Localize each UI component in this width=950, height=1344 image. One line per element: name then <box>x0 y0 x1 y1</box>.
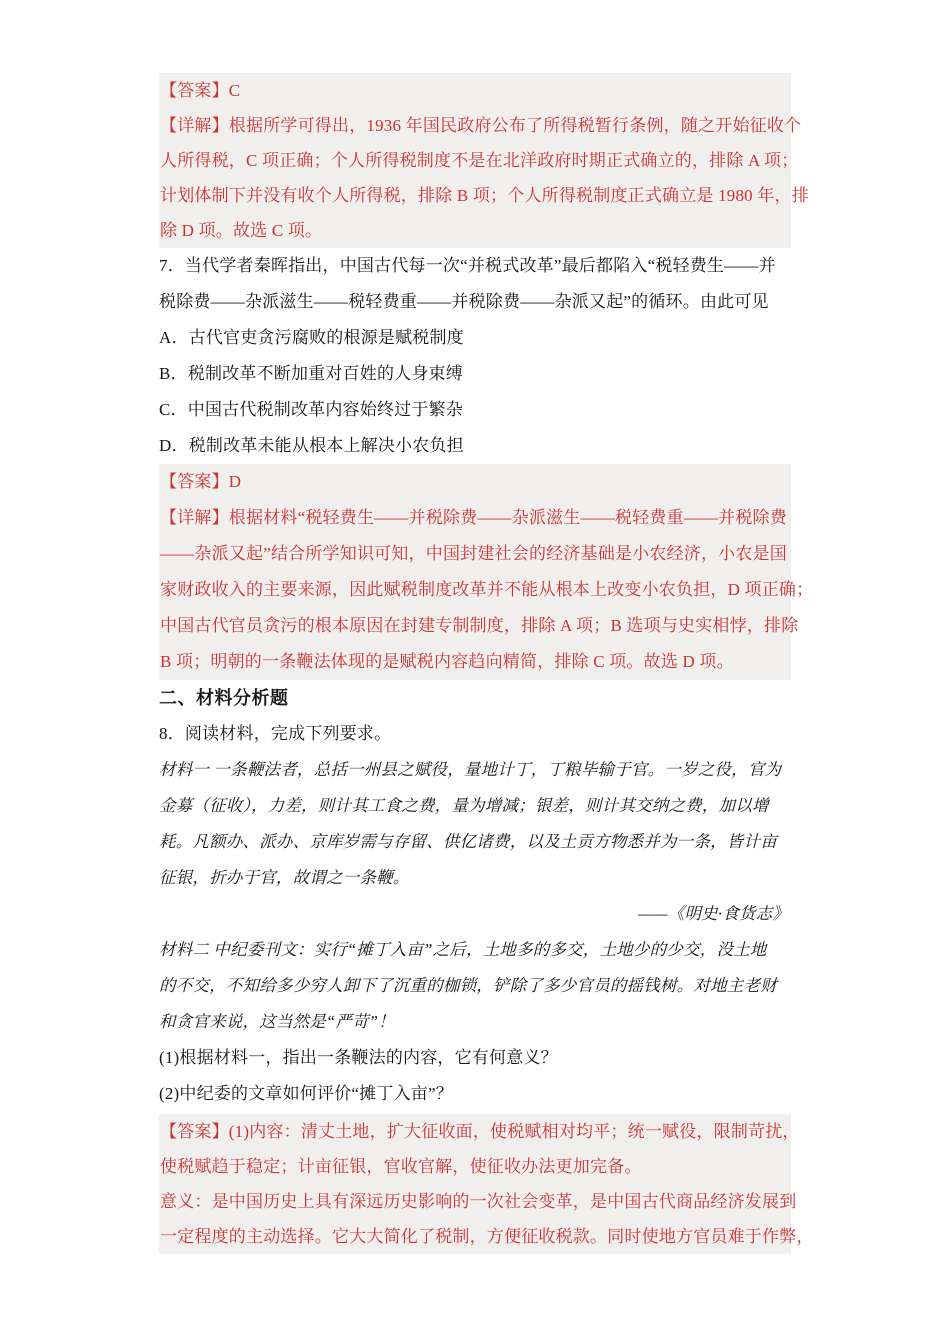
material-1-line: 金募（征收），力差，则计其工食之费，量为增减；银差，则计其交纳之费，加以增 <box>159 796 769 815</box>
explanation-line: 【详解】根据所学可得出，1936 年国民政府公布了所得税暂行条例，随之开始征收个 <box>160 116 802 135</box>
question-8 <box>159 716 791 1112</box>
option-b: B．税制改革不断加重对百姓的人身束缚 <box>159 364 463 383</box>
sub-question-1: (1)根据材料一，指出一条鞭法的内容，它有何意义？ <box>159 1048 558 1067</box>
sub-question-2: (2)中纪委的文章如何评价“摊丁入亩”？ <box>159 1084 453 1103</box>
material-1-line: 征银，折办于官，故谓之一条鞭。 <box>159 868 410 887</box>
explanation-line: ——杂派又起”结合所学知识可知，中国封建社会的经济基础是小农经济，小农是国 <box>160 544 787 563</box>
answer-block-q8 <box>159 1114 814 1254</box>
explanation-line: B 项；明朝的一条鞭法体现的是赋税内容趋向精简，排除 C 项。故选 D 项。 <box>160 652 734 671</box>
explanation-line: 家财政收入的主要来源，因此赋税制度改革并不能从根本上改变小农负担，D 项正确； <box>160 580 814 599</box>
answer-content-line: 一定程度的主动选择。它大大简化了税制，方便征收税款。同时使地方官员难于作弊， <box>160 1227 814 1246</box>
section-header-material-analysis: 二、材料分析题 <box>159 688 289 708</box>
material-1-line: 材料一 一条鞭法者，总括一州县之赋役，量地计丁，丁粮毕输于官。一岁之役，官为 <box>159 760 782 779</box>
question-7 <box>159 248 791 464</box>
question-8-intro: 8．阅读材料，完成下列要求。 <box>159 724 392 743</box>
answer-label-line: 【答案】(1)内容：清丈土地，扩大征收面，使税赋相对均平；统一赋役，限制苛扰， <box>160 1122 800 1141</box>
source-citation-wrap <box>159 896 791 932</box>
explanation-line: 人所得税，C 项正确；个人所得税制度不是在北洋政府时期正式确立的，排除 A 项； <box>160 151 799 170</box>
explanation-line: 【详解】根据材料“税轻费生——并税除费——杂派滋生——税轻费重——并税除费 <box>160 508 787 527</box>
material-1-line: 耗。凡额办、派办、京库岁需与存留、供亿诸费，以及土贡方物悉并为一条，皆计亩 <box>159 832 777 851</box>
material-2-line: 的不交，不知给多少穷人卸下了沉重的枷锁，铲除了多少官员的摇钱树。对地主老财 <box>159 976 777 995</box>
material-1-paragraph <box>159 752 791 896</box>
material-2-line: 和贪官来说，这当然是“严苛”！ <box>159 1012 395 1031</box>
document-content <box>159 73 814 1254</box>
answer-content-line: 使税赋趋于稳定；计亩征银，官收官解，使征收办法更加完备。 <box>160 1157 642 1176</box>
source-citation: ——《明史·食货志》 <box>638 904 789 923</box>
material-2-line: 材料二 中纪委刊文：实行“摊丁入亩”之后，土地多的多交，土地少的少交，没土地 <box>159 940 767 959</box>
answer-label-line: 【答案】C <box>160 81 241 100</box>
explanation-line: 除 D 项。故选 C 项。 <box>160 221 323 240</box>
explanation-line: 中国古代官员贪污的根本原因在封建专制制度，排除 A 项；B 选项与史实相悖，排除 <box>160 616 799 635</box>
question-7-stem-line: 税除费——杂派滋生——税轻费重——并税除费——杂派又起”的循环。由此可见 <box>159 292 769 311</box>
question-7-stem-line: 7．当代学者秦晖指出，中国古代每一次“并税式改革”最后都陷入“税轻费生——并 <box>159 256 776 275</box>
answer-label-line: 【答案】D <box>160 472 242 491</box>
material-2-paragraph <box>159 932 791 1040</box>
option-a: A．古代官吏贪污腐败的根源是赋税制度 <box>159 328 464 347</box>
answer-block-q6 <box>159 73 809 248</box>
answer-block-q7 <box>159 464 814 680</box>
option-c: C．中国古代税制改革内容始终过于繁杂 <box>159 400 463 419</box>
explanation-line: 计划体制下并没有收个人所得税，排除 B 项；个人所得税制度正式确立是 1980 年，排 <box>160 186 809 205</box>
answer-content-line: 意义：是中国历史上具有深远历史影响的一次社会变革，是中国古代商品经济发展到 <box>160 1192 797 1211</box>
option-d: D．税制改革未能从根本上解决小农负担 <box>159 436 464 455</box>
